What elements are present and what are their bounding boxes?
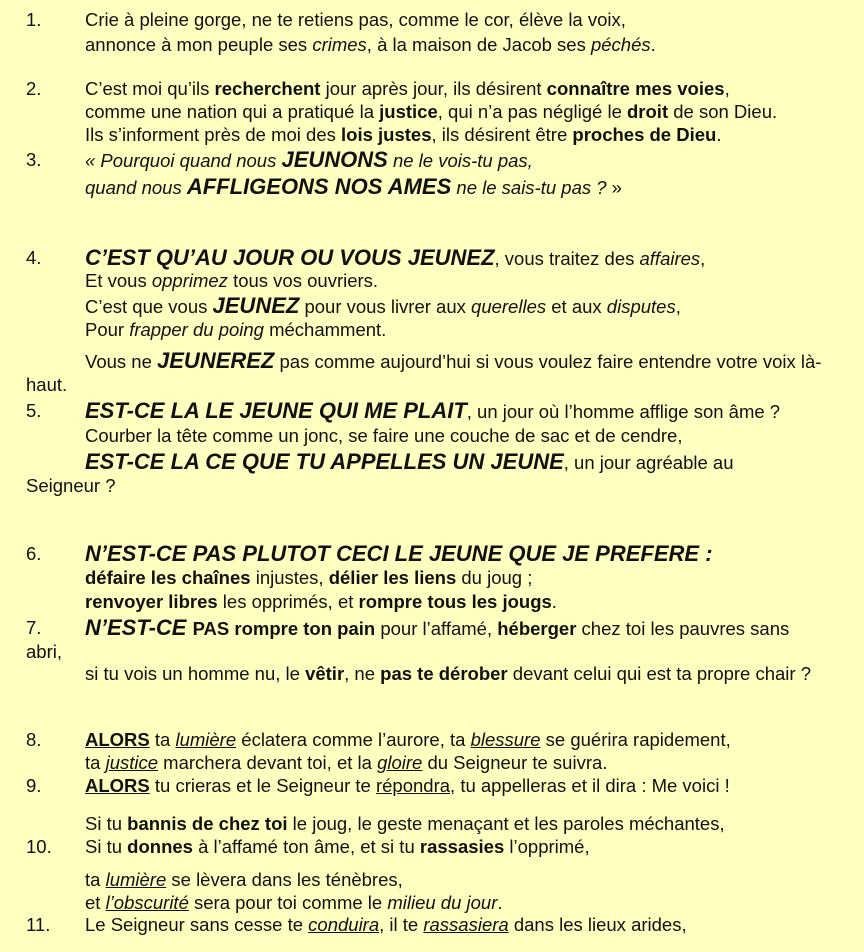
- text-run: EST-CE LA CE QUE TU APPELLES UN JEUNE: [85, 449, 564, 474]
- text-run: lumière: [105, 869, 167, 890]
- text-run: Vous ne: [85, 351, 158, 372]
- text-run: lumière: [175, 729, 237, 750]
- verse-line: [85, 425, 682, 447]
- text-run: conduira: [308, 914, 380, 935]
- text-run: lois justes: [341, 124, 432, 145]
- text-run: ta: [85, 869, 106, 890]
- text-run: ta: [149, 729, 176, 750]
- verse-line: [85, 101, 777, 123]
- text-run: , il te: [379, 914, 424, 935]
- verse-line: [85, 836, 590, 858]
- verse-number: 10.: [26, 836, 52, 857]
- verse-line: [85, 543, 713, 566]
- text-run: annonce à mon peuple ses: [85, 34, 313, 55]
- text-run: bannis de chez toi: [127, 813, 288, 834]
- text-run: jour après jour, ils désirent: [320, 78, 547, 99]
- text-run: , un jour où l’homme afflige son âme ?: [466, 401, 781, 422]
- text-run: JEUNONS: [281, 147, 388, 172]
- text-run: ta: [85, 752, 106, 773]
- verse-number: 9.: [26, 775, 42, 796]
- text-run: sera pour toi comme le: [188, 892, 388, 913]
- text-run: rompre tous les jougs: [358, 591, 552, 612]
- text-run: tu crieras et le Seigneur te: [149, 775, 376, 796]
- text-run: rassasies: [419, 836, 505, 857]
- text-run: du Seigneur te suivra.: [422, 752, 608, 773]
- text-run: défaire les chaînes: [85, 567, 251, 588]
- verse-line: [26, 374, 67, 396]
- text-run: ne le vois-tu pas,: [387, 150, 533, 171]
- text-run: péchés: [590, 34, 651, 55]
- text-run: renvoyer libres: [85, 591, 218, 612]
- text-run: pas te dérober: [380, 663, 508, 684]
- text-run: dans les lieux arides,: [508, 914, 687, 935]
- text-run: ,: [724, 78, 730, 99]
- verse-line: [85, 567, 532, 589]
- text-run: Pour: [85, 319, 130, 340]
- text-run: le joug, le geste menaçant et les paroles méchantes,: [287, 813, 725, 834]
- text-run: C’est que vous: [85, 296, 213, 317]
- text-run: querelles: [471, 296, 547, 317]
- verse-line: [85, 813, 725, 835]
- text-run: Le Seigneur sans cesse te: [85, 914, 309, 935]
- verse-line: [85, 892, 503, 914]
- text-run: connaître mes voies: [546, 78, 725, 99]
- verse-number: 7.: [26, 617, 42, 638]
- text-run: , ne: [344, 663, 381, 684]
- text-run: délier les liens: [328, 567, 457, 588]
- text-run: vêtir: [305, 663, 345, 684]
- text-run: .: [650, 34, 656, 55]
- text-run: Si tu: [85, 813, 128, 834]
- text-run: ALORS: [85, 729, 150, 750]
- text-run: chez toi les pauvres sans: [576, 618, 790, 639]
- verse-line: [85, 124, 721, 146]
- text-run: disputes: [606, 296, 676, 317]
- verse-line: [85, 149, 533, 172]
- verse-line: [26, 641, 62, 663]
- text-run: méchamment.: [263, 319, 387, 340]
- text-run: gloire: [377, 752, 423, 773]
- text-run: , un jour agréable au: [563, 452, 734, 473]
- text-run: se lèvera dans les ténèbres,: [166, 869, 403, 890]
- text-run: .: [551, 591, 557, 612]
- text-run: EST-CE LA LE JEUNE QUI ME PLAIT: [85, 398, 467, 423]
- text-run: .: [497, 892, 503, 913]
- text-run: de son Dieu.: [668, 101, 778, 122]
- verse-line: [85, 78, 730, 100]
- text-run: , qui n’a pas négligé le: [437, 101, 627, 122]
- text-run: , tu appelleras et il dira : Me voici !: [450, 775, 730, 796]
- text-run: « Pourquoi quand nous: [85, 150, 282, 171]
- verse-line: [85, 591, 557, 613]
- verse-number: 6.: [26, 543, 42, 564]
- verse-line: [85, 319, 386, 341]
- text-run: abri,: [26, 641, 62, 662]
- text-run: quand nous: [85, 177, 187, 198]
- text-run: à l’affamé ton âme, et si tu: [192, 836, 420, 857]
- text-run: recherchent: [214, 78, 321, 99]
- text-run: les opprimés, et: [217, 591, 359, 612]
- text-run: PAS rompre ton pain: [192, 618, 376, 639]
- text-run: justice: [105, 752, 159, 773]
- text-run: rassasiera: [423, 914, 509, 935]
- text-run: marchera devant toi, et la: [158, 752, 378, 773]
- text-run: , ils désirent être: [431, 124, 573, 145]
- verse-number: 8.: [26, 729, 42, 750]
- text-run: et: [85, 892, 106, 913]
- text-run: ,: [700, 248, 706, 269]
- text-run: droit: [627, 101, 669, 122]
- text-run: N’EST-CE PAS PLUTOT CECI LE JEUNE QUE JE PREFERE :: [85, 541, 713, 566]
- text-run: pour vous livrer aux: [299, 296, 472, 317]
- text-run: tous vos ouvriers.: [227, 270, 379, 291]
- text-run: l’opprimé,: [504, 836, 590, 857]
- text-run: affaires: [639, 248, 701, 269]
- text-run: milieu du jour: [387, 892, 498, 913]
- text-run: devant celui qui est ta propre chair ?: [507, 663, 812, 684]
- text-run: AFFLIGEONS NOS AMES: [186, 174, 452, 199]
- verse-line: [85, 775, 730, 797]
- verse-number: 4.: [26, 247, 42, 268]
- verse-line: [85, 270, 378, 292]
- text-run: pas comme aujourd’hui si vous voulez faire entendre votre voix là-: [274, 351, 822, 372]
- text-run: haut.: [26, 374, 68, 395]
- text-run: Courber la tête comme un jonc, se faire une couche de sac et de cendre,: [85, 425, 683, 446]
- verse-line: [85, 34, 656, 56]
- text-run: proches de Dieu: [572, 124, 717, 145]
- verse-line: [85, 617, 789, 640]
- text-run: JEUNEZ: [212, 293, 300, 318]
- text-run: héberger: [497, 618, 577, 639]
- text-run: pour l’affamé,: [375, 618, 498, 639]
- text-run: Seigneur ?: [26, 475, 116, 496]
- text-run: frapper du poing: [129, 319, 264, 340]
- text-run: injustes,: [250, 567, 329, 588]
- verse-line: [26, 475, 115, 497]
- text-run: »: [606, 177, 622, 198]
- verse-line: [85, 914, 687, 936]
- text-run: Si tu: [85, 836, 128, 857]
- text-run: N’EST-CE: [85, 615, 193, 640]
- text-run: Ils s’informent près de moi des: [85, 124, 342, 145]
- text-run: Et vous: [85, 270, 152, 291]
- text-run: C’EST QU’AU JOUR OU VOUS JEUNEZ: [85, 245, 495, 270]
- text-run: et aux: [546, 296, 607, 317]
- verse-line: [85, 400, 780, 423]
- text-run: se guérira rapidement,: [540, 729, 731, 750]
- text-run: comme une nation qui a pratiqué la: [85, 101, 380, 122]
- text-run: .: [716, 124, 722, 145]
- verse-line: [85, 350, 821, 373]
- text-run: si tu vois un homme nu, le: [85, 663, 306, 684]
- text-run: du joug ;: [456, 567, 533, 588]
- text-run: éclatera comme l’aurore, ta: [236, 729, 471, 750]
- text-run: JEUNEREZ: [157, 348, 275, 373]
- verse-line: [85, 869, 403, 891]
- verse-line: [85, 295, 681, 318]
- text-run: crimes: [312, 34, 367, 55]
- text-run: ALORS: [85, 775, 150, 796]
- verse-number: 2.: [26, 78, 42, 99]
- text-run: C’est moi qu’ils: [85, 78, 215, 99]
- text-run: ,: [675, 296, 681, 317]
- verse-line: [85, 247, 705, 270]
- text-run: opprimez: [151, 270, 228, 291]
- verse-number: 11.: [26, 914, 51, 935]
- verse-number: 3.: [26, 149, 42, 170]
- text-run: répondra: [375, 775, 451, 796]
- text-run: donnes: [127, 836, 193, 857]
- verse-line: [85, 663, 811, 685]
- verse-line: [85, 729, 731, 751]
- text-run: , vous traitez des: [494, 248, 640, 269]
- verse-line: [85, 752, 607, 774]
- verse-line: [85, 176, 622, 199]
- verse-number: 1.: [26, 9, 42, 30]
- text-run: blessure: [470, 729, 541, 750]
- text-run: , à la maison de Jacob ses: [366, 34, 591, 55]
- verse-number: 5.: [26, 400, 42, 421]
- verse-line: [85, 9, 626, 31]
- text-run: ne le sais-tu pas ?: [451, 177, 607, 198]
- text-run: justice: [379, 101, 438, 122]
- verse-line: [85, 451, 734, 474]
- text-run: l’obscurité: [105, 892, 189, 913]
- text-run: Crie à pleine gorge, ne te retiens pas, comme le cor, élève la voix,: [85, 9, 626, 30]
